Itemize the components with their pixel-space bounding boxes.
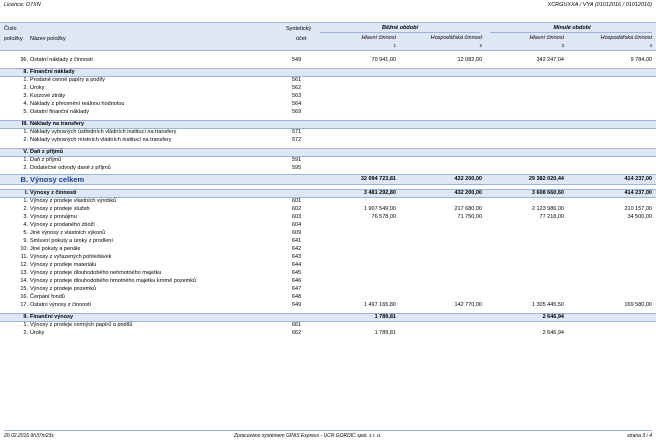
row-name: Výnosy z prodeje materiálu	[30, 262, 97, 268]
value-hosp-bezne: 217 680,00	[454, 206, 482, 212]
row-account: 646	[292, 278, 302, 284]
row-account: 549	[292, 57, 302, 63]
row-number: II.	[23, 314, 28, 320]
value-hosp-minule: 169 580,00	[624, 302, 652, 308]
row-name: Výnosy z prodaného zboží	[30, 222, 95, 228]
value-hosp-minule: 414 237,00	[624, 176, 652, 182]
row-account: 647	[292, 286, 302, 292]
row-account: 601	[292, 198, 302, 204]
value-hlavni-minule: 2 646,94	[542, 330, 564, 336]
page-footer	[4, 430, 652, 439]
row-number: 1.	[23, 129, 28, 135]
row-account: 609	[292, 230, 302, 236]
value-hlavni-minule: 3 608 660,60	[531, 190, 564, 196]
row-name: Výnosy z vyřazených pohledávek	[30, 254, 112, 260]
value-hlavni-bezne: 1 907 549,00	[363, 206, 396, 212]
header-hosp-1: Hospodářská činnost	[430, 35, 482, 41]
row-name: Výnosy z prodeje vlastních výrobků	[30, 198, 117, 204]
row-account: 569	[292, 109, 302, 115]
row-number: 15.	[20, 286, 28, 292]
value-hlavni-minule: 1 305 445,50	[531, 302, 564, 308]
header-group-line-2	[490, 32, 652, 33]
row-name: Kurzové ztráty	[30, 93, 66, 99]
row-number: 12.	[20, 262, 28, 268]
row-number: 1.	[23, 77, 28, 83]
row-number: 5.	[23, 230, 28, 236]
value-hosp-bezne: 432 200,00	[454, 176, 482, 182]
row-account: 645	[292, 270, 302, 276]
row-name: Výnosy z prodeje dlouhodobého nehmotného majetku	[30, 270, 162, 276]
row-name: Úroky	[30, 85, 45, 91]
row-number: 14.	[20, 278, 28, 284]
row-name: Prodané cenné papíry a podíly	[30, 77, 105, 83]
row-name: Daň z příjmů	[30, 157, 62, 163]
header-num-1: 1	[393, 43, 396, 48]
header-minule-obdobi: Minulé období	[553, 25, 591, 31]
header-bezne-obdobi: Běžné období	[381, 25, 419, 31]
row-name: Smluvní pokuty a úroky z prodlení	[30, 238, 113, 244]
row-name: Výnosy z prodeje služeb	[30, 206, 90, 212]
row-name: Výnosy z prodeje pozemků	[30, 286, 97, 292]
row-number: 1.	[23, 322, 28, 328]
value-hosp-bezne: 71 750,00	[457, 214, 482, 220]
row-number: III.	[21, 121, 28, 127]
table-row	[0, 205, 656, 213]
header-hlavni-1: Hlavní činnost	[361, 35, 396, 41]
table-row	[0, 56, 656, 64]
value-hosp-minule: 210 157,00	[624, 206, 652, 212]
row-number: 3.	[23, 214, 28, 220]
table-row	[0, 76, 656, 84]
row-number: 4.	[23, 101, 28, 107]
row-number: II.	[23, 69, 28, 75]
table-row	[0, 285, 656, 293]
row-name: Dodatečné odvody daně z příjmů	[30, 165, 111, 171]
table-row	[0, 253, 656, 261]
value-hosp-bezne: 432 200,00	[454, 190, 482, 196]
row-account: 603	[292, 214, 302, 220]
row-name: Ostatní výnosy z činnosti	[30, 302, 91, 308]
table-row	[0, 128, 656, 136]
row-name: Náklady z přecenění reálnou hodnotou	[30, 101, 125, 107]
top-line	[4, 2, 652, 10]
row-name: Ostatní náklady z činnosti	[30, 57, 93, 63]
table-row	[0, 237, 656, 245]
row-name: Výnosy z prodeje dlouhodobého hmotného majetku kromě pozemků	[30, 278, 197, 284]
row-number: 11.	[20, 254, 28, 260]
row-name: Jiné pokuty a penále	[30, 246, 81, 252]
row-account: 648	[292, 294, 302, 300]
row-account: 563	[292, 93, 302, 99]
row-number: 2.	[23, 85, 28, 91]
table-row	[0, 293, 656, 301]
table-row	[0, 164, 656, 172]
value-hosp-minule: 34 500,00	[627, 214, 652, 220]
table-row	[0, 156, 656, 164]
row-number: 2.	[23, 137, 28, 143]
header-num-3: 3	[561, 43, 564, 48]
table-row	[0, 321, 656, 329]
value-hlavni-bezne: 1 789,81	[374, 314, 396, 320]
header-num-2: 2	[479, 43, 482, 48]
row-number: 17.	[20, 302, 28, 308]
value-hlavni-bezne: 70 941,00	[371, 57, 396, 63]
row-account: 572	[292, 137, 302, 143]
row-name: Výnosy z prodeje cenných papírů a podílů	[30, 322, 133, 328]
row-number: 4.	[23, 222, 28, 228]
value-hlavni-bezne: 32 094 723,81	[360, 176, 396, 182]
row-number: 1.	[23, 157, 28, 163]
header-polozky: položky	[4, 36, 23, 42]
row-name: Výnosy z pronájmu	[30, 214, 77, 220]
row-name: Finanční výnosy	[30, 314, 74, 320]
row-account: 591	[292, 157, 302, 163]
value-hlavni-minule: 77 218,00	[539, 214, 564, 220]
row-account: 564	[292, 101, 302, 107]
table-row	[0, 197, 656, 205]
licence-label: Licence: D7XN	[4, 2, 41, 8]
row-number: 10.	[20, 246, 28, 252]
value-hosp-minule: 9 784,00	[630, 57, 652, 63]
header-num-4: 4	[649, 43, 652, 48]
row-number: 2.	[23, 330, 28, 336]
row-account: 571	[292, 129, 302, 135]
table-row	[0, 213, 656, 221]
row-number: B.	[20, 175, 28, 184]
table-row	[0, 221, 656, 229]
row-account: 602	[292, 206, 302, 212]
row-name: Finanční náklady	[30, 69, 75, 75]
row-name: Úroky	[30, 330, 45, 336]
value-hosp-bezne: 12 082,00	[457, 57, 482, 63]
row-number: I.	[24, 190, 28, 196]
row-number: 36.	[20, 57, 28, 63]
row-number: 16.	[20, 294, 28, 300]
row-account: 662	[292, 330, 302, 336]
row-name: Ostatní finanční náklady	[30, 109, 90, 115]
row-name: Náklady vybraných místních vládních institucí na transfery	[30, 137, 172, 143]
header-cislo: Číslo	[4, 26, 17, 32]
value-hlavni-minule: 2 123 986,00	[531, 206, 564, 212]
table-row	[0, 245, 656, 253]
table-row	[0, 301, 656, 309]
row-number: 2.	[23, 206, 28, 212]
row-account: 595	[292, 165, 302, 171]
row-account: 649	[292, 302, 302, 308]
report-code: XCRGUXXA / VYA (01012016 / 01012016)	[547, 2, 652, 8]
row-number: V.	[23, 149, 28, 155]
header-hlavni-2: Hlavní činnost	[529, 35, 564, 41]
row-account: 562	[292, 85, 302, 91]
table-row	[0, 136, 656, 144]
header-ucet: účet	[296, 36, 307, 42]
row-name: Výnosy celkem	[30, 175, 85, 184]
header-synteticky: Syntetický	[286, 26, 312, 32]
table-header	[0, 22, 656, 51]
footer-system: Zpracováno systémem GINIS Express - UCR GORDIC spol. s r. o.	[234, 433, 382, 439]
row-name: Náklady vybraných ústředních vládních institucí na transfery	[30, 129, 177, 135]
row-number: 5.	[23, 109, 28, 115]
row-name: Výnosy z činnosti	[30, 190, 77, 196]
row-account: 643	[292, 254, 302, 260]
row-account: 604	[292, 222, 302, 228]
row-name: Jiné výnosy z vlastních výkonů	[30, 230, 106, 236]
table-row	[0, 92, 656, 100]
value-hlavni-minule: 29 382 020,44	[528, 176, 564, 182]
table-row	[0, 108, 656, 116]
header-group-line-1	[320, 32, 480, 33]
row-number: 1.	[23, 198, 28, 204]
table-row	[0, 84, 656, 92]
total-row	[0, 174, 656, 185]
row-number: 3.	[23, 93, 28, 99]
row-name: Náklady na transfery	[30, 121, 85, 127]
row-number: 13.	[20, 270, 28, 276]
value-hosp-bezne: 142 770,00	[454, 302, 482, 308]
row-account: 561	[292, 77, 302, 83]
footer-timestamp: 20.02.2016 9h37m23s	[4, 433, 54, 439]
table-row	[0, 261, 656, 269]
table-row	[0, 269, 656, 277]
value-hlavni-bezne: 3 481 292,80	[363, 190, 396, 196]
row-number: 2.	[23, 165, 28, 171]
table-row	[0, 277, 656, 285]
header-hosp-2: Hospodářská činnost	[600, 35, 652, 41]
footer-page: strana 3 / 4	[626, 433, 652, 439]
value-hlavni-bezne: 76 578,00	[371, 214, 396, 220]
value-hlavni-bezne: 1 789,81	[374, 330, 396, 336]
value-hlavni-minule: 2 646,94	[542, 314, 564, 320]
table-row	[0, 100, 656, 108]
header-nazev: Název položky	[30, 36, 66, 42]
row-account: 641	[292, 238, 302, 244]
row-name: Daň z příjmů	[30, 149, 64, 155]
value-hosp-minule: 414 237,00	[624, 190, 652, 196]
row-number: 9.	[23, 238, 28, 244]
value-hlavni-minule: 342 247,04	[536, 57, 564, 63]
row-name: Čerpání fondů	[30, 294, 65, 300]
row-account: 642	[292, 246, 302, 252]
value-hlavni-bezne: 1 497 165,80	[363, 302, 396, 308]
table-row	[0, 329, 656, 337]
row-account: 644	[292, 262, 302, 268]
table-row	[0, 229, 656, 237]
row-account: 661	[292, 322, 302, 328]
